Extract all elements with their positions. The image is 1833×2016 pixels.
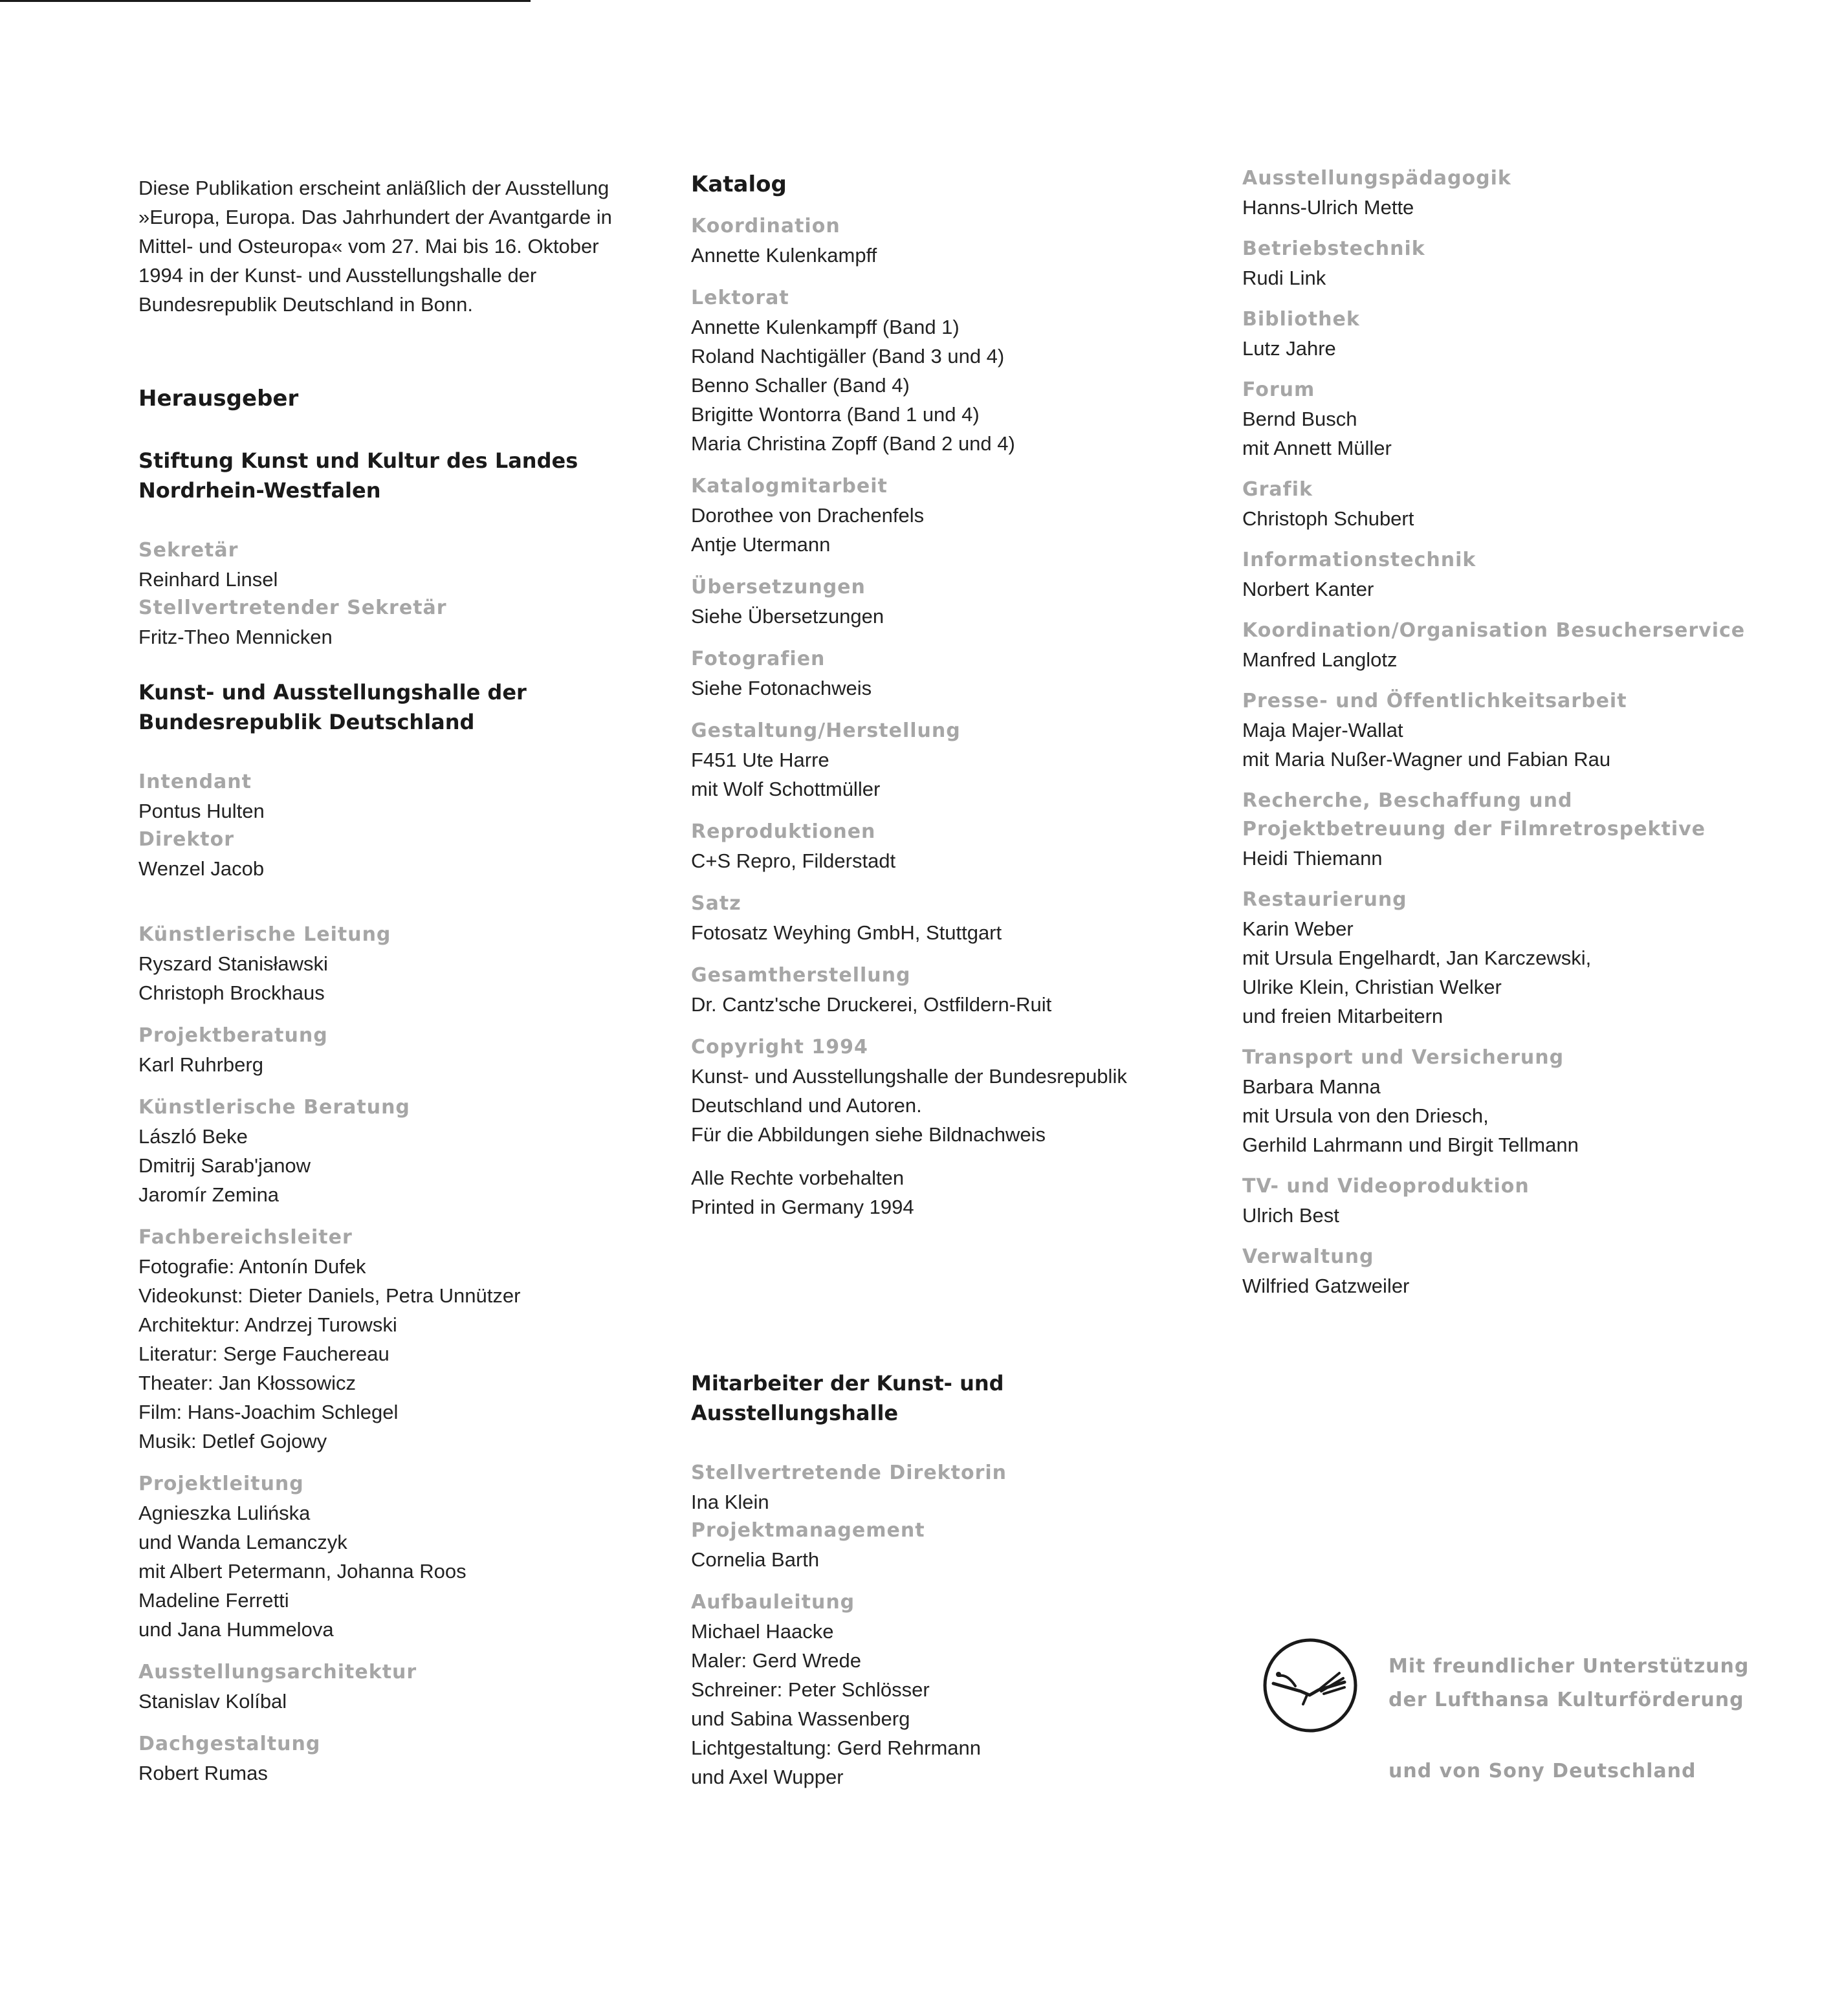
credit-name: Manfred Langlotz	[1242, 648, 1398, 671]
credit-name: mit Albert Petermann, Johanna Roos	[138, 1560, 466, 1583]
credit-group	[691, 573, 1196, 631]
credit-name: mit Ursula Engelhardt, Jan Karczewski,	[1242, 947, 1592, 969]
credit-label: Informationstechnik	[1242, 549, 1476, 571]
mitarbeiter-line: Ausstellungshalle	[691, 1401, 899, 1425]
credit-label: Künstlerische Leitung	[138, 923, 391, 946]
mitarbeiter-heading	[691, 1368, 1196, 1428]
credit-name: mit Wolf Schottmüller	[691, 778, 881, 800]
credit-label: Übersetzungen	[691, 576, 866, 598]
credit-group	[138, 1093, 643, 1209]
credit-name: Karin Weber	[1242, 917, 1354, 940]
credit-name: Annette Kulenkampff	[691, 244, 877, 267]
credit-group	[691, 961, 1196, 1019]
credit-group	[138, 1730, 643, 1788]
credit-label: Transport und Versicherung	[1242, 1046, 1564, 1069]
rights-line: Alle Rechte vorbehalten	[691, 1167, 905, 1189]
credit-group	[1242, 1044, 1747, 1159]
credit-name: Barbara Manna	[1242, 1075, 1381, 1098]
halle-line: Kunst- und Ausstellungshalle der	[138, 680, 527, 705]
credit-group	[1242, 164, 1747, 222]
stiftung-line: Stiftung Kunst und Kultur des Landes	[138, 448, 578, 473]
credit-group	[138, 768, 643, 826]
credit-label: Bibliothek	[1242, 308, 1360, 331]
credit-label: Stellvertretende Direktorin	[691, 1462, 1007, 1484]
credit-name: Literatur: Serge Fauchereau	[138, 1342, 390, 1365]
credit-name: Ulrich Best	[1242, 1204, 1339, 1227]
credit-label: Projektleitung	[138, 1473, 304, 1495]
credit-group	[1242, 886, 1747, 1031]
credit-name: Pontus Hulten	[138, 800, 265, 822]
intro-paragraph	[138, 173, 643, 319]
stiftung-heading	[138, 446, 643, 505]
credit-label: Sekretär	[138, 539, 239, 562]
credit-name: Christoph Schubert	[1242, 507, 1414, 530]
mitarbeiter-line: Mitarbeiter der Kunst- und	[691, 1371, 1004, 1396]
credit-label: Presse- und Öffentlichkeitsarbeit	[1242, 690, 1627, 712]
credit-label: Aufbauleitung	[691, 1591, 855, 1614]
column-left	[138, 173, 643, 1802]
column-middle	[691, 170, 1196, 1806]
credit-label: Projektberatung	[138, 1024, 328, 1047]
credit-name: Michael Haacke	[691, 1620, 834, 1643]
credit-name: Lichtgestaltung: Gerd Rehrmann	[691, 1737, 982, 1759]
credit-group	[1242, 305, 1747, 363]
credit-group	[691, 1517, 1196, 1574]
credit-group	[138, 1470, 643, 1644]
credit-name: mit Maria Nußer-Wagner und Fabian Rau	[1242, 748, 1611, 771]
credit-label: Verwaltung	[1242, 1245, 1374, 1268]
credit-label: Grafik	[1242, 478, 1313, 501]
credit-group	[1242, 617, 1747, 674]
credit-label: Direktor	[138, 828, 235, 851]
credit-name: Agnieszka Lulińska	[138, 1502, 311, 1524]
credit-group	[138, 921, 643, 1007]
credit-label: Katalogmitarbeit	[691, 475, 888, 498]
credit-name: Norbert Kanter	[1242, 578, 1374, 600]
credit-group	[691, 645, 1196, 703]
credit-label: Recherche, Beschaffung und	[1242, 789, 1573, 812]
credit-name: Jaromír Zemina	[138, 1183, 280, 1206]
credit-name: Dorothee von Drachenfels	[691, 504, 925, 527]
credit-name: Musik: Detlef Gojowy	[138, 1430, 327, 1452]
intro-line: »Europa, Europa. Das Jahrhundert der Avantgarde in	[138, 206, 612, 228]
sponsor-line: Mit freundlicher Unterstützung	[1388, 1655, 1750, 1678]
credit-name: Videokunst: Dieter Daniels, Petra Unnützer	[138, 1284, 521, 1307]
credit-group	[138, 1223, 643, 1456]
credit-group	[1242, 787, 1747, 873]
credit-group	[138, 826, 643, 883]
credit-group	[691, 1459, 1196, 1517]
credit-group	[691, 212, 1196, 270]
credit-group	[691, 1588, 1196, 1791]
credit-name: Fritz-Theo Mennicken	[138, 626, 333, 648]
credit-name: Antje Utermann	[691, 533, 831, 556]
credit-label: Lektorat	[691, 287, 789, 309]
credit-name: Für die Abbildungen siehe Bildnachweis	[691, 1123, 1046, 1146]
credit-label: Satz	[691, 892, 741, 915]
credit-label: Koordination/Organisation Besucherservice	[1242, 619, 1746, 642]
column-right	[1242, 164, 1747, 1313]
credit-name: Benno Schaller (Band 4)	[691, 374, 910, 397]
credit-name: Wilfried Gatzweiler	[1242, 1275, 1410, 1297]
credit-name: Reinhard Linsel	[138, 568, 278, 591]
credit-group	[138, 536, 643, 594]
credit-label: Gesamtherstellung	[691, 964, 911, 987]
credit-name: Roland Nachtigäller (Band 3 und 4)	[691, 345, 1005, 367]
credit-name: Siehe Fotonachweis	[691, 677, 872, 699]
rights-block	[691, 1163, 1196, 1222]
credit-name: und Jana Hummelova	[138, 1618, 334, 1641]
credit-name: Heidi Thiemann	[1242, 847, 1383, 870]
credit-name: Theater: Jan Kłossowicz	[138, 1372, 356, 1394]
credit-name: Architektur: Andrzej Turowski	[138, 1313, 397, 1336]
credit-group	[691, 818, 1196, 875]
lufthansa-crane-icon	[1262, 1637, 1359, 1734]
credit-name: Rudi Link	[1242, 267, 1326, 289]
credit-name: Wenzel Jacob	[138, 857, 265, 880]
credit-group	[1242, 1243, 1747, 1300]
credit-group	[138, 594, 643, 652]
credit-label: Ausstellungsarchitektur	[138, 1661, 417, 1683]
credit-name: Ina Klein	[691, 1491, 769, 1513]
sponsor-text	[1388, 1650, 1749, 1788]
credit-name: Maja Majer-Wallat	[1242, 719, 1403, 741]
top-rule	[0, 0, 531, 2]
intro-line: Mittel- und Osteuropa« vom 27. Mai bis 16. Oktober	[138, 235, 599, 257]
credit-name: Maria Christina Zopff (Band 2 und 4)	[691, 432, 1015, 455]
credit-label: Gestaltung/Herstellung	[691, 719, 961, 742]
credit-group	[138, 1022, 643, 1079]
credit-label: Reproduktionen	[691, 820, 876, 843]
intro-line: 1994 in der Kunst- und Ausstellungshalle der	[138, 264, 537, 287]
credit-group	[691, 717, 1196, 804]
credit-name: F451 Ute Harre	[691, 749, 829, 771]
credit-label: Künstlerische Beratung	[138, 1096, 410, 1119]
credit-name: Fotografie: Antonín Dufek	[138, 1255, 366, 1278]
credit-group	[1242, 376, 1747, 463]
credit-label: TV- und Videoproduktion	[1242, 1175, 1530, 1198]
credit-label: Intendant	[138, 771, 252, 793]
credit-name: Siehe Übersetzungen	[691, 605, 884, 628]
credit-name: Maler: Gerd Wrede	[691, 1649, 862, 1672]
credit-name: Lutz Jahre	[1242, 337, 1336, 360]
credit-group	[1242, 476, 1747, 533]
credit-label: Betriebstechnik	[1242, 237, 1425, 260]
credit-name: Christoph Brockhaus	[138, 981, 325, 1004]
credit-name: Ulrike Klein, Christian Welker	[1242, 976, 1502, 998]
credit-name: Robert Rumas	[138, 1762, 268, 1784]
credit-name: Gerhild Lahrmann und Birgit Tellmann	[1242, 1134, 1579, 1156]
credit-name: Film: Hans-Joachim Schlegel	[138, 1401, 399, 1423]
credit-name: Cornelia Barth	[691, 1548, 820, 1571]
credit-group	[1242, 687, 1747, 774]
credit-name: Ryszard Stanisławski	[138, 952, 328, 975]
credit-name: Stanislav Kolíbal	[138, 1690, 287, 1713]
credit-name: Brigitte Wontorra (Band 1 und 4)	[691, 403, 980, 426]
herausgeber-heading: Herausgeber	[138, 386, 299, 411]
credit-name: Schreiner: Peter Schlösser	[691, 1678, 930, 1701]
credit-name: Fotosatz Weyhing GmbH, Stuttgart	[691, 921, 1002, 944]
credit-name: und Wanda Lemanczyk	[138, 1531, 347, 1553]
credit-label: Projektbetreuung der Filmretrospektive	[1242, 818, 1706, 840]
credit-name: und Sabina Wassenberg	[691, 1707, 910, 1730]
credit-name: und freien Mitarbeitern	[1242, 1005, 1443, 1027]
credit-name: Karl Ruhrberg	[138, 1053, 263, 1076]
credit-name: Dmitrij Sarab'janow	[138, 1154, 311, 1177]
credit-group	[138, 1658, 643, 1716]
credit-label: Dachgestaltung	[138, 1733, 321, 1755]
credit-group	[691, 1033, 1196, 1149]
sponsor-block	[1262, 1637, 1779, 1805]
credit-name: László Beke	[138, 1125, 248, 1148]
sponsor-line: und von Sony Deutschland	[1388, 1760, 1696, 1782]
credit-label: Copyright 1994	[691, 1036, 868, 1058]
credit-label: Fotografien	[691, 648, 826, 670]
credit-label: Koordination	[691, 215, 840, 237]
credit-name: Bernd Busch	[1242, 408, 1357, 430]
credit-name: Dr. Cantz'sche Druckerei, Ostfildern-Ruit	[691, 993, 1052, 1016]
credit-name: mit Annett Müller	[1242, 437, 1392, 459]
credit-label: Restaurierung	[1242, 888, 1407, 911]
credit-name: Deutschland und Autoren.	[691, 1094, 922, 1117]
credit-label: Ausstellungspädagogik	[1242, 167, 1511, 190]
rights-line: Printed in Germany 1994	[691, 1196, 914, 1218]
credit-group	[691, 472, 1196, 559]
credit-name: C+S Repro, Filderstadt	[691, 849, 896, 872]
credit-name: Annette Kulenkampff (Band 1)	[691, 316, 960, 338]
credit-group	[1242, 1172, 1747, 1230]
intro-line: Bundesrepublik Deutschland in Bonn.	[138, 293, 474, 316]
halle-heading	[138, 677, 643, 737]
credit-label: Projektmanagement	[691, 1519, 925, 1542]
credit-label: Fachbereichsleiter	[138, 1226, 353, 1249]
credit-name: Kunst- und Ausstellungshalle der Bundesrepublik	[691, 1065, 1127, 1088]
credit-group	[691, 284, 1196, 458]
credit-name: Hanns-Ulrich Mette	[1242, 196, 1414, 219]
credit-group	[691, 890, 1196, 947]
credit-name: Madeline Ferretti	[138, 1589, 289, 1612]
credit-name: und Axel Wupper	[691, 1766, 844, 1788]
credit-group	[1242, 546, 1747, 604]
katalog-heading: Katalog	[691, 171, 787, 197]
stiftung-line: Nordrhein-Westfalen	[138, 478, 381, 503]
halle-line: Bundesrepublik Deutschland	[138, 710, 475, 734]
credit-label: Stellvertretender Sekretär	[138, 597, 447, 619]
sponsor-line: der Lufthansa Kulturförderung	[1388, 1689, 1744, 1711]
credit-label: Forum	[1242, 378, 1315, 401]
credit-name: mit Ursula von den Driesch,	[1242, 1104, 1489, 1127]
intro-line: Diese Publikation erscheint anläßlich der Ausstellung	[138, 177, 609, 199]
credit-group	[1242, 235, 1747, 292]
